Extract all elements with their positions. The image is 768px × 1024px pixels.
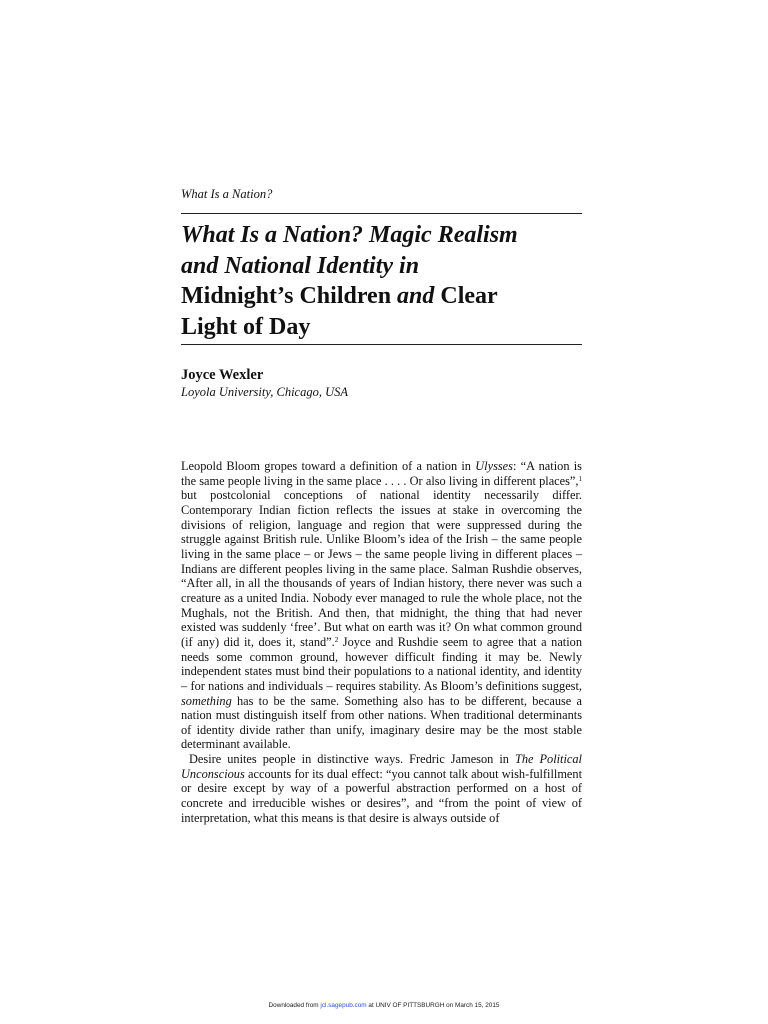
- p1-ulysses-title: Ulysses: [475, 459, 513, 473]
- p1-emphasis-something: something: [181, 693, 232, 708]
- title-bottom-rule: [181, 344, 582, 345]
- p1-text-3: but postcolonial conceptions of national identity necessarily differ. Contemporary Indian fiction reflects the issues at stake in overcoming the divisions of religion, language and region that were suppressed during the struggle against British rule. Unlike Bloom’s idea of the Irish – the same people living in the same place – or Jews – the same people living in different places – Indians are different peoples living in the same place. Salman Rushdie observes, “After all, in all the thousands of years of Indian history, there never was such a creature as a united India. Nobody ever managed to rule the whole place, not the Mughals, not the British. And then, that midnight, the thing that had never existed was suddenly ‘free’. But what on earth was it? On what common ground (if any) did it, does it, stand”.: [181, 488, 582, 649]
- p1-text-1: Leopold Bloom gropes toward a definition of a nation in: [181, 459, 476, 473]
- footnote-ref-1[interactable]: 1: [578, 474, 582, 483]
- title-work-1: Midnight’s Children: [181, 283, 392, 309]
- article-body: [181, 459, 582, 825]
- title-line-2: and National Identity in: [181, 252, 420, 279]
- footer-link[interactable]: jcl.sagepub.com: [320, 1002, 367, 1009]
- title-work-2-part-1: Clear: [440, 283, 498, 309]
- p2-book-title: The Political Unconscious: [181, 752, 582, 781]
- running-head: What Is a Nation?: [181, 187, 273, 201]
- p1-text-4: Joyce and Rushdie seem to agree that a nation needs some common ground, however difficult finding it may be. Newly independent states must bind their populations to a national identity, and identity – for nations and individuals – requires stability. As Bloom’s definitions suggest,: [181, 634, 582, 693]
- p2-text-2: accounts for its dual effect: “you cannot talk about wish-fulfillment or desire except by way of a powerful abstraction performed on a host of concrete and irreducible wishes or desires”, and “from the point of view of interpretation, what this means is that desire is always outside of: [181, 766, 582, 825]
- footnote-ref-2[interactable]: 2: [334, 635, 339, 644]
- article-title: [181, 220, 591, 342]
- title-work-2-part-2: Light of Day: [181, 313, 311, 340]
- body-paragraph-2: [181, 752, 582, 825]
- p1-text-5: has to be the same. Something also has to be different, because a nation must distinguish itself from other nations. When traditional determinants of identity divide rather than unify, imaginary desire may be the most stable determinant available.: [181, 693, 582, 752]
- footer-suffix: at UNIV OF PITTSBURGH on March 15, 2015: [366, 1002, 500, 1009]
- download-footer: [0, 1002, 768, 1009]
- author-affiliation: Loyola University, Chicago, USA: [181, 385, 348, 399]
- author-name: Joyce Wexler: [181, 367, 264, 383]
- title-conjunction: and: [397, 283, 435, 309]
- p1-text-2: : “A nation is the same people living in the same place . . . . Or also living in different places”,: [181, 459, 582, 488]
- title-line-1: What Is a Nation? Magic Realism: [181, 222, 518, 248]
- title-top-rule: [181, 213, 582, 214]
- body-paragraph-1: [181, 459, 582, 752]
- footer-prefix: Downloaded from: [268, 1002, 321, 1009]
- p2-text-1: Desire unites people in distinctive ways. Fredric Jameson in: [189, 752, 515, 767]
